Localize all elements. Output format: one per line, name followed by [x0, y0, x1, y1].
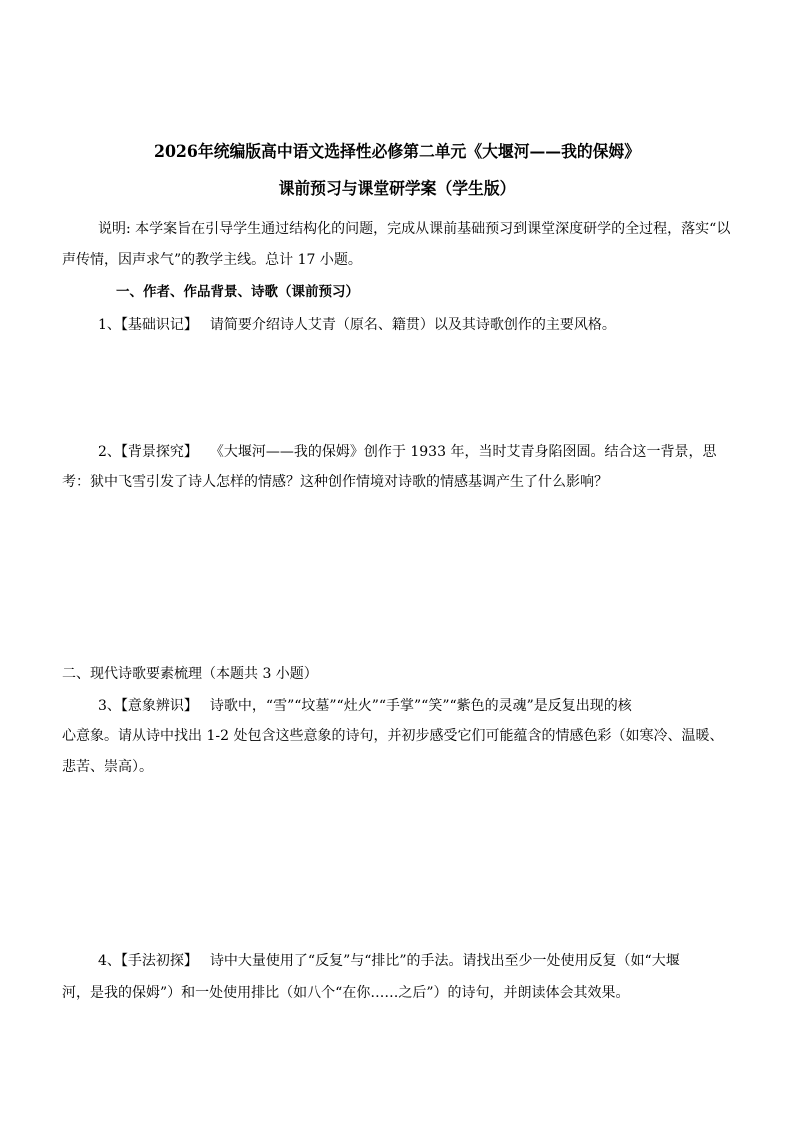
document-subtitle: 课前预习与课堂研学案（学生版）	[278, 179, 516, 198]
question-number: 4、	[98, 953, 121, 969]
question-3-continuation-2: 悲苦、崇高）。	[62, 759, 153, 775]
question-4	[98, 951, 680, 971]
question-tag: 【手法初探】	[120, 953, 198, 969]
question-tag: 【意象辨识】	[120, 698, 198, 714]
document-title: 2026年统编版高中语文选择性必修第二单元《大堰河——我的保姆》	[153, 142, 641, 161]
question-2	[98, 442, 716, 462]
question-tag: 【背景探究】	[120, 444, 198, 460]
question-tag: 【基础识记】	[120, 317, 198, 333]
intro-text-line-2: 声传情，因声求气”的教学主线。总计 17 小题。	[62, 252, 362, 268]
section-1-heading: 一、作者、作品背景、诗歌（课前预习）	[116, 284, 359, 300]
question-text: 诗中大量使用了“反复”与“排比”的手法。请找出至少一处使用反复（如“大堰	[209, 953, 680, 969]
question-number: 2、	[98, 444, 121, 460]
question-2-continuation: 考：狱中飞雪引发了诗人怎样的情感？这种创作情境对诗歌的情感基调产生了什么影响？	[62, 474, 608, 490]
question-number: 3、	[98, 698, 121, 714]
question-text: 诗歌中，“雪”“坟墓”“灶火”“手掌”“笑”“紫色的灵魂”是反复出现的核	[209, 698, 632, 714]
section-2-heading: 二、现代诗歌要素梳理（本题共 3 小题）	[62, 666, 318, 682]
question-4-continuation: 河，是我的保姆”）和一处使用排比（如八个“在你……之后”）的诗句，并朗读体会其效果。	[62, 985, 630, 1001]
question-number: 1、	[98, 317, 121, 333]
question-1	[98, 315, 616, 335]
intro-text-line-1: 说明: 本学案旨在引导学生通过结构化的问题，完成从课前基础预习到课堂深度研学的全过程，落实“以	[98, 221, 731, 237]
question-text: 《大堰河——我的保姆》创作于 1933 年，当时艾青身陷囹圄。结合这一背景，思	[209, 444, 717, 460]
question-3	[98, 696, 632, 716]
question-text: 请简要介绍诗人艾青（原名、籍贯）以及其诗歌创作的主要风格。	[209, 317, 616, 333]
question-3-continuation-1: 心意象。请从诗中找出 1-2 处包含这些意象的诗句，并初步感受它们可能蕴含的情感色彩（如寒冷、温暖、	[62, 728, 724, 744]
